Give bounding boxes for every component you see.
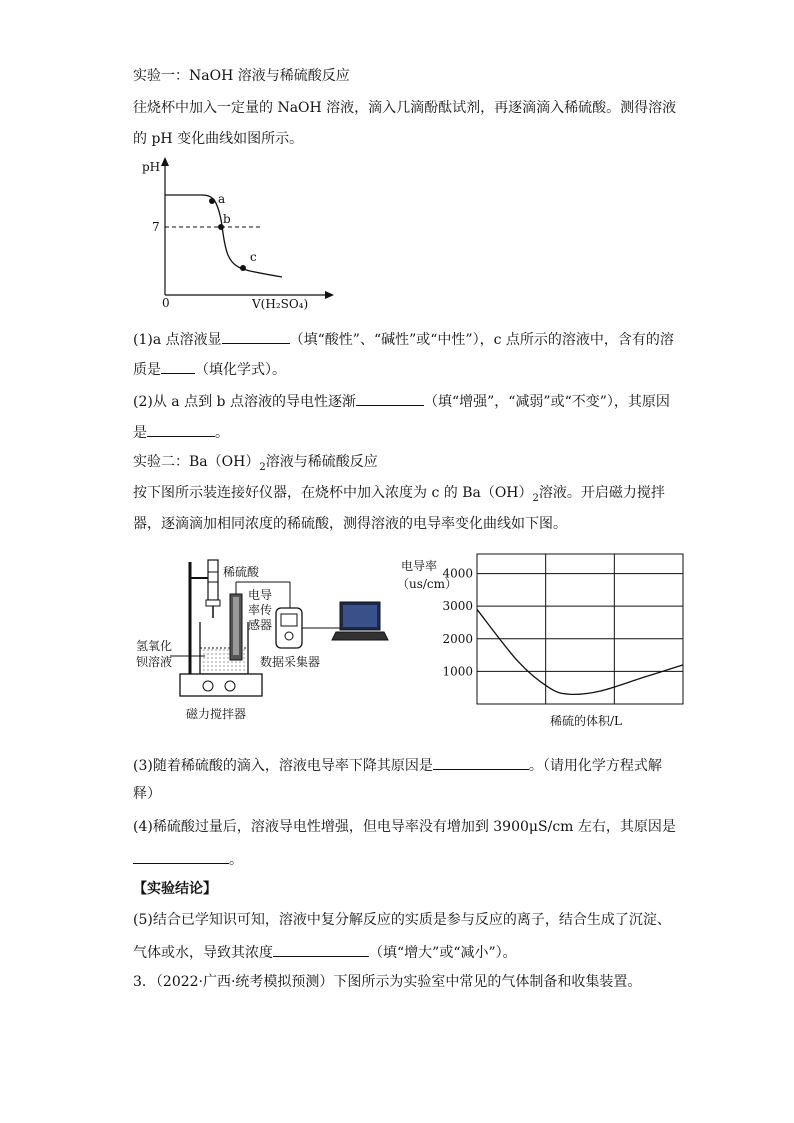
q2-line1	[133, 390, 670, 412]
label-solution-2: 钡溶液	[136, 655, 173, 669]
label-sensor-2: 率传	[248, 603, 273, 617]
q5-text-b: 气体或水，导致其浓度	[133, 945, 273, 961]
q1-line2	[133, 358, 286, 380]
q3-line2: 释）	[133, 786, 161, 802]
q4-text-b: 。	[229, 852, 243, 868]
cond-ylabel-1: 电导率	[401, 559, 438, 573]
ph-label-c: c	[250, 250, 257, 264]
cond-plot-frame	[477, 554, 683, 704]
label-stirrer: 磁力搅拌器	[186, 707, 247, 721]
q1-text-d: （填化学式）。	[195, 362, 286, 378]
q5-text-c: （填“增大”或“减小”）。	[369, 945, 517, 961]
q1-blank-2[interactable]	[161, 358, 195, 374]
magnetic-stirrer	[180, 674, 262, 696]
ph-ylabel: pH	[142, 160, 161, 174]
exp2-title-a: 实验二：Ba（OH）	[133, 454, 260, 470]
q5-line1: (5)结合已学知识可知，溶液中复分解反应的实质是参与反应的离子，结合生成了沉淀、	[133, 912, 671, 928]
q2-text-c: 是	[133, 425, 147, 441]
q1-text-b: （填“酸性”、“碱性”或“中性”），c 点所示的溶液中，含有的溶	[289, 332, 674, 348]
q2-text-b: （填“增强”，“减弱”或“不变”），其原因	[423, 394, 670, 410]
q4-line1: (4)稀硫酸过量后，溶液导电性增强，但电导率没有增加到 3900μS/cm 左右，其原因是	[133, 819, 676, 835]
ph-chart	[130, 155, 350, 315]
exp2-desc1-sub: 2	[532, 492, 539, 504]
exp2-title-sub: 2	[259, 461, 266, 473]
exp1-desc-line1: 往烧杯中加入一定量的 NaOH 溶液，滴入几滴酚酞试剂，再逐滴滴入稀硫酸。测得溶液	[133, 100, 677, 116]
label-acid: 稀硫酸	[223, 565, 260, 579]
exp2-title	[133, 452, 378, 478]
cond-ytick-label: 4000	[442, 566, 473, 581]
ph-origin: 0	[162, 296, 170, 310]
q5-line2	[133, 941, 517, 963]
q5-blank[interactable]	[273, 941, 369, 957]
q1-text-c: 质是	[133, 362, 161, 378]
ph-xlabel: V(H₂SO₄)	[252, 297, 309, 311]
q2-blank-2[interactable]	[147, 421, 215, 437]
exp2-desc1-b: 溶液。开启磁力搅拌	[538, 485, 665, 501]
ph-point-a	[209, 198, 215, 204]
conclusion-heading: 【实验结论】	[133, 881, 217, 897]
cond-ylabel-2: （us/cm）	[397, 577, 458, 591]
label-sensor-3: 感器	[248, 618, 273, 632]
q1-blank-1[interactable]	[222, 328, 290, 344]
cond-xlabel: 稀硫的体积/L	[550, 714, 623, 728]
q4-line2	[133, 848, 243, 870]
q1-line1	[133, 328, 674, 350]
ph-label-a: a	[218, 192, 226, 206]
laptop-keyboard-icon	[332, 632, 388, 640]
q3-blank[interactable]	[433, 754, 529, 770]
burette	[208, 560, 218, 600]
exp2-desc-line1	[133, 483, 665, 509]
apparatus-diagram	[130, 552, 395, 727]
label-collector: 数据采集器	[260, 655, 321, 669]
exp2-desc1-a: 按下图所示装连接好仪器，在烧杯中加入浓度为 c 的 Ba（OH）	[133, 485, 533, 501]
conductivity-chart	[395, 550, 695, 735]
cond-ytick-label: 1000	[442, 664, 473, 679]
ph-curve	[165, 195, 282, 277]
q2-blank-1[interactable]	[356, 390, 424, 406]
q2-text-d: 。	[215, 425, 229, 441]
q2-text-a: (2)从 a 点到 b 点溶液的导电性逐渐	[133, 394, 356, 410]
q3-text-b: 。（请用化学方程式解	[528, 758, 662, 774]
ph-label-b: b	[223, 212, 231, 226]
label-solution-1: 氢氧化	[136, 639, 173, 653]
question-3-stem: 3．（2022·广西·统考模拟预测）下图所示为实验室中常见的气体制备和收集装置。	[133, 974, 642, 990]
exp1-title: 实验一：NaOH 溶液与稀硫酸反应	[133, 68, 350, 84]
ph-point-c	[240, 265, 246, 271]
cond-ytick-label: 3000	[442, 599, 473, 614]
q2-line2	[133, 421, 229, 443]
exp2-title-b: 溶液与稀硫酸反应	[265, 454, 378, 470]
exp2-desc-line2: 器，逐滴滴加相同浓度的稀硫酸，测得溶液的电导率变化曲线如下图。	[133, 516, 567, 532]
q1-text-a: (1)a 点溶液显	[133, 332, 222, 348]
q3-line1	[133, 754, 662, 776]
label-sensor-1: 电导	[248, 588, 273, 602]
ph-ytick-7: 7	[152, 220, 160, 234]
cond-ytick-label: 2000	[442, 631, 473, 646]
exp1-desc-line2: 的 pH 变化曲线如图所示。	[133, 131, 304, 147]
stopcock-icon	[206, 600, 220, 606]
q3-text-a: (3)随着稀硫酸的滴入，溶液电导率下降其原因是	[133, 758, 433, 774]
q4-blank[interactable]	[133, 848, 229, 864]
